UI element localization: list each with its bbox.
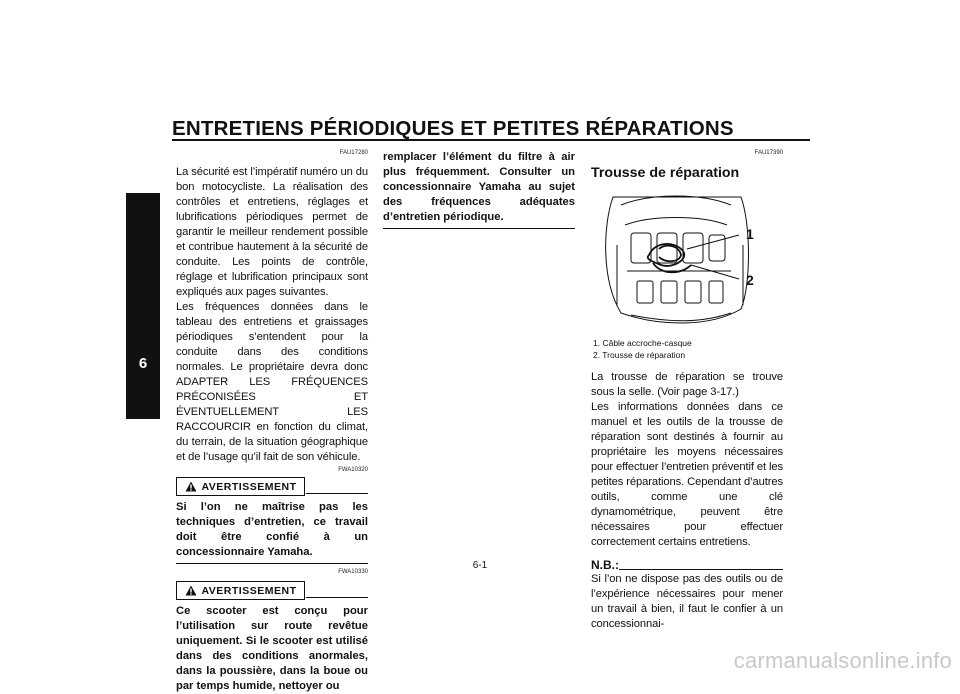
warning-label: AVERTISSEMENT (201, 584, 297, 597)
warning-badge (176, 581, 305, 600)
callout-2: 2 (746, 272, 754, 288)
note-text: Si l’on ne dispose pas des outils ou de l’expérience nécessaires pour mener un travail à bien, il faut le confier à un concessionnai- (591, 573, 783, 630)
reference-code: FAU17280 (339, 150, 368, 156)
warning-header (176, 477, 368, 495)
seat-storage-drawing (591, 185, 783, 335)
warning-end-rule (383, 228, 575, 229)
page-title: ENTRETIENS PÉRIODIQUES ET PETITES RÉPARATIONS (172, 117, 734, 140)
callout-1: 1 (746, 226, 754, 242)
watermark: carmanualsonline.info (733, 648, 952, 673)
frequency-paragraph: Les fréquences données dans le tableau des entretiens et graissages périodiques s’entendent pour la conduite dans des conditions normales. Le propriétaire devra donc ADAPTER LES FRÉQUENCES PRÉCONISÉES ET ÉVENTUELLEMENT LES RACCOURCIR en fonction du climat, du terrain, de la situation géographique et de l’usage qu’il fait de son véhicule. (176, 301, 368, 463)
note-rule (619, 569, 783, 570)
repair-kit-illustration (591, 185, 783, 335)
section-title: Trousse de réparation (591, 165, 740, 181)
page-number: 6-1 (472, 560, 488, 571)
column-2 (383, 150, 575, 229)
warning-continuation-text: remplacer l’élément du filtre à air plus fréquemment. Consulter un concessionnaire Yamaha au sujet des fréquences adéquates d’entretien périodique. (383, 151, 575, 223)
warning-code: FWA10320 (338, 467, 368, 473)
reference-code: FAU17390 (754, 150, 783, 156)
title-rule (172, 139, 810, 141)
warning-text: Ce scooter est conçu pour l’utilisation sur route revêtue uniquement. Si le scooter est utilisé dans des conditions anormales, dans la poussière, dans la boue ou par temps humide, nettoyer ou (176, 605, 368, 692)
warning-code: FWA10330 (338, 569, 368, 575)
warning-rule (306, 493, 368, 494)
column-1 (176, 150, 368, 694)
warning-header (176, 581, 368, 599)
figure-caption-2: 2. Trousse de réparation (593, 350, 686, 360)
warning-end-rule (176, 563, 368, 564)
note-label: N.B.: (591, 558, 619, 572)
note-header (591, 556, 783, 572)
chapter-tab (126, 193, 160, 419)
warning-rule (306, 597, 368, 598)
chapter-number: 6 (138, 355, 148, 372)
intro-paragraph: La sécurité est l’impératif numéro un du bon motocycliste. La réalisation des contrôles et entretiens, réglages et lubrifications périodiques permet de garantir le meilleur rendement possible et contribue hautement à la sécurité de conduite. Les points de contrôle, réglage et lubrification principaux sont expliqués aux pages suivantes. (176, 166, 368, 298)
tools-paragraph: Les informations données dans ce manuel et les outils de la trousse de réparation sont destinés à fournir au propriétaire les moyens nécessaires pour effectuer l’entretien préventif et les petites réparations. Cependant d’autres outils, comme une clé dynamométrique, peuvent être nécessaires pour effectuer correctement certains entretiens. (591, 401, 784, 548)
warning-badge (176, 477, 305, 496)
warning-text: Si l’on ne maîtrise pas les techniques d’entretien, ce travail doit être confié à un concessionnaire Yamaha. (176, 501, 368, 558)
warning-triangle-icon (185, 585, 197, 596)
location-paragraph: La trousse de réparation se trouve sous la selle. (Voir page 3-17.) (591, 371, 783, 398)
warning-label: AVERTISSEMENT (201, 480, 297, 493)
warning-triangle-icon (185, 481, 197, 492)
column-3 (591, 150, 783, 632)
figure-caption-1: 1. Câble accroche-casque (593, 338, 692, 348)
